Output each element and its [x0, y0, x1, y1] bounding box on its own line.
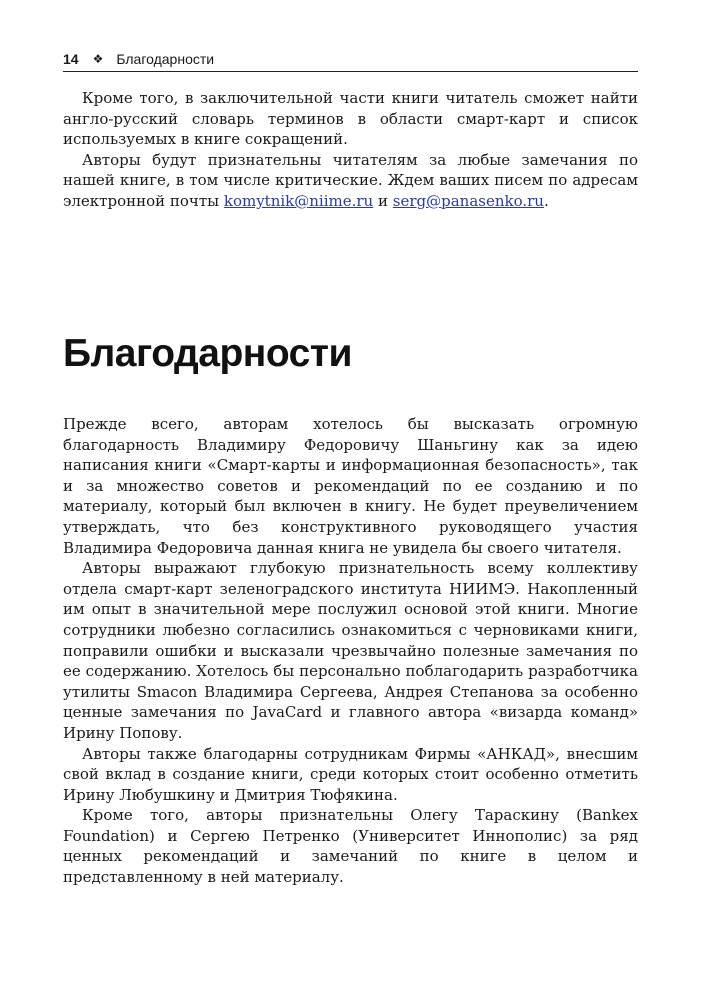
running-head [63, 51, 638, 72]
contacts-text: Авторы будут признательны читателям за любые замечания по нашей книге, в том числе критические. Ждем ваших писем по адресам электронной почты [63, 150, 638, 210]
ack-paragraph: Авторы также благодарны сотрудникам Фирмы «АНКАД», внесшим свой вклад в создание книги, среди которых стоит особенно отметить Ирину Любушкину и Дмитрия Тюфякина. [63, 744, 638, 804]
running-title: Благодарности [116, 51, 215, 67]
email-link-komytnik[interactable]: komytnik@niime.ru [223, 191, 374, 210]
page-number: 14 [63, 51, 79, 67]
conjunction: и [373, 191, 393, 210]
sentence-end: . [543, 191, 549, 210]
email-link-serg[interactable]: serg@panasenko.ru [392, 191, 544, 210]
ack-paragraph: Прежде всего, авторам хотелось бы высказать огромную благодарность Владимиру Федоровичу Шаньгину как за идею написания книги «Смарт-карты и информационная безопасность», так и за множество советов и рекомендаций по ее созданию и по материалу, который был включен в книгу. Не будет преувеличением утверждать, что без конструктивного руководящего участия Владимира Федоровича данная книга не увидела бы своего читателя. [63, 415, 638, 557]
intro-paragraph-contacts [63, 150, 638, 212]
intro-paragraph: Кроме того, в заключительной части книги читатель сможет найти англо-русский словарь терминов в области смарт-карт и список используемых в книге сокращений. [63, 89, 638, 149]
ornament-icon: ❖ [92, 52, 104, 66]
section-title: Благодарности [63, 332, 352, 375]
ack-paragraph: Кроме того, авторы признательны Олегу Тараскину (Bankex Foundation) и Сергею Петренко (Университет Иннополис) за ряд ценных рекомендаций и замечаний по книге в целом и представленному в ней материалу. [63, 806, 638, 887]
acknowledgements-body [63, 414, 638, 888]
intro-text [63, 88, 638, 212]
ack-paragraph: Авторы выражают глубокую признательность всему коллективу отдела смарт-карт зеленоградского института НИИМЭ. Накопленный им опыт в значительной мере послужил основой этой книги. Многие сотрудники любезно согласились ознакомиться с черновиками книги, поправили ошибки и высказали чрезвычайно полезные замечания по ее содержанию. Хотелось бы персонально поблагодарить разработчика утилиты Smacon Владимира Сергеева, Андрея Степанова за особенно ценные замечания по JavaCard и главного автора «визарда команд» Ирину Попову. [63, 559, 638, 742]
